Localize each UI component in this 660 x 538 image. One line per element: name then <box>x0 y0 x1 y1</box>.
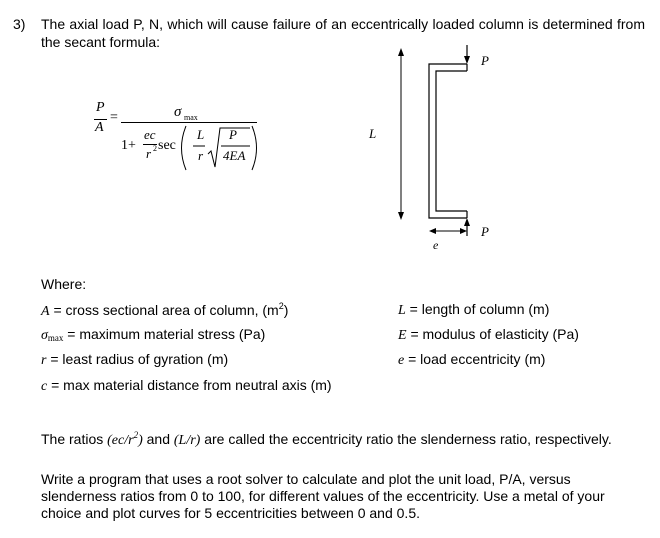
figure-label-P-bottom: P <box>481 224 489 239</box>
definition-sigma-max: $\sigma_{max}$ = maximum material stress (Pa) <box>41 326 266 343</box>
formula-r2-exp: 2 <box>153 144 157 153</box>
definition-eccentricity: e = load eccentricity (m) <box>398 351 546 368</box>
figure-label-L: L <box>369 126 377 141</box>
formula-main-bar <box>121 122 257 123</box>
formula-r: r <box>198 148 204 163</box>
definition-modulus: E = modulus of elasticity (Pa) <box>398 326 579 343</box>
problem-intro-text: The axial load P, N, which will cause failure of an eccentrically loaded column is determined from the secant formula: <box>41 16 645 50</box>
definition-area: A = cross sectional area of column, $(m^2)$ <box>41 301 289 319</box>
formula-4EA: 4EA <box>223 148 246 163</box>
formula-parens <box>178 124 260 172</box>
problem-intro <box>13 15 645 51</box>
formula-equals: = <box>110 110 118 125</box>
task-paragraph: Write a program that uses a root solver to calculate and plot the unit load, P/A, versus slenderness ratios from 0 to 100, for different values of the eccentricity. Use a metal of your choice and plot curves for 5 eccentricities between 0 and 0.5. <box>41 471 605 521</box>
formula-lhs-numerator: P <box>96 100 105 115</box>
definition-radius-gyration: r = least radius of gyration (m) <box>41 351 229 368</box>
formula-lhs-denominator: A <box>95 120 104 135</box>
figure-label-P-top: P <box>481 53 489 68</box>
definition-material-distance: c = max material distance from neutral axis (m) <box>41 377 332 394</box>
figure-label-e: e <box>433 238 439 252</box>
ratios-paragraph: The ratios $(ec/r^2)$ and (L/r) are called the eccentricity ratio the slenderness ratio, respectively. <box>41 430 612 448</box>
problem-number: 3) <box>13 16 26 32</box>
definition-length: L = length of column (m) <box>398 301 550 318</box>
formula-one-plus: 1+ <box>121 138 136 153</box>
formula-sigma-sub: max <box>184 113 198 122</box>
formula-sec: sec <box>158 138 176 153</box>
secant-formula <box>90 100 270 175</box>
formula-ec: ec <box>144 127 156 142</box>
formula-sigma: σ <box>174 104 182 120</box>
formula-r2: r <box>146 146 152 161</box>
formula-P: P <box>229 127 237 142</box>
where-label: Where: <box>41 276 87 292</box>
formula-L: L <box>197 127 205 142</box>
